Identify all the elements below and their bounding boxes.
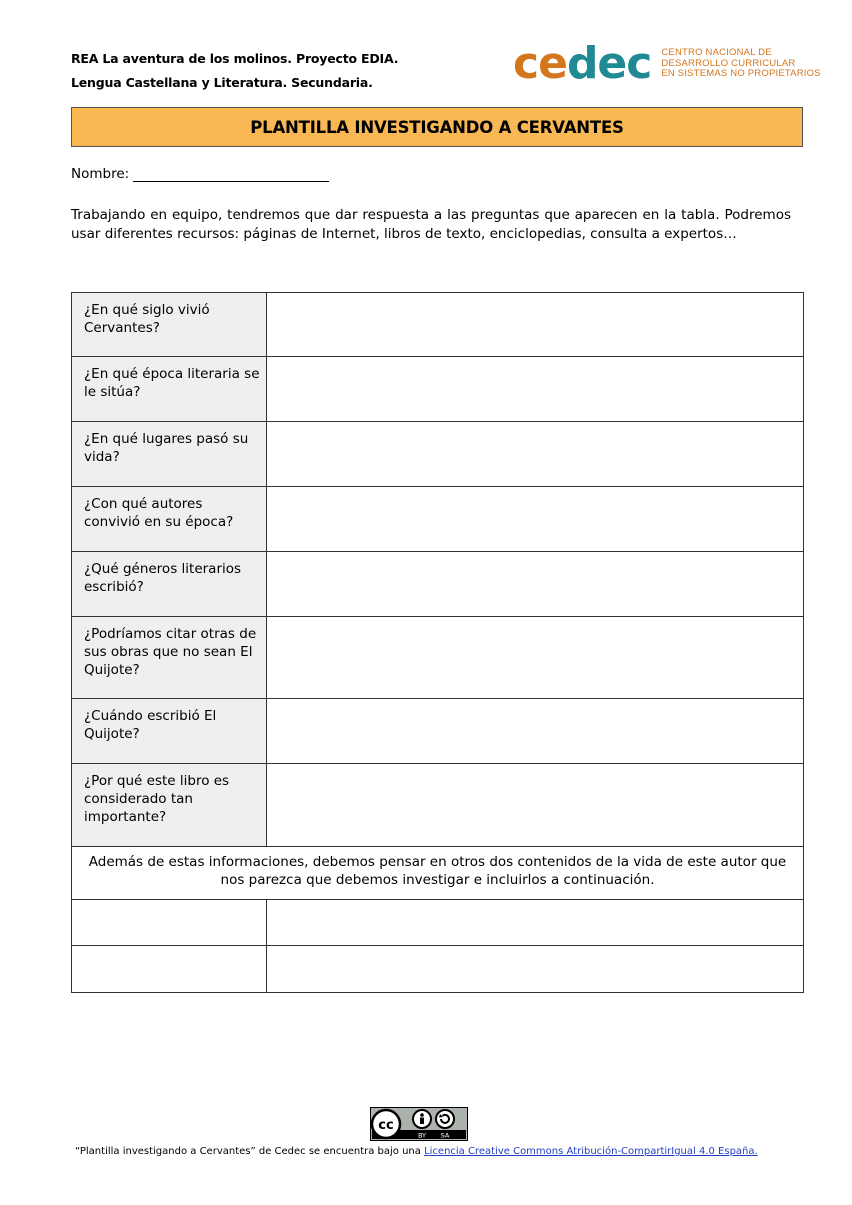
question-cell: ¿En qué lugares pasó su vida? bbox=[72, 422, 267, 487]
svg-text:SA: SA bbox=[440, 1131, 450, 1140]
subject-title: Lengua Castellana y Literatura. Secundaria. bbox=[71, 75, 373, 90]
question-cell: ¿Con qué autores convivió en su época? bbox=[72, 487, 267, 552]
document-header bbox=[71, 47, 398, 95]
logo-word-teal: dec bbox=[566, 38, 652, 89]
question-cell: ¿Podríamos citar otras de sus obras que no sean El Quijote? bbox=[72, 617, 267, 699]
name-label: Nombre: bbox=[71, 166, 130, 182]
extra-answer-cell[interactable] bbox=[267, 946, 804, 993]
intro-paragraph: Trabajando en equipo, tendremos que dar respuesta a las preguntas que aparecen en la tabla. Podremos usar diferentes recursos: páginas de Internet, libros de texto, enciclopedias, consulta a expertos… bbox=[71, 207, 791, 242]
license-text: “Plantilla investigando a Cervantes” de Cedec se encuentra bajo una bbox=[75, 1146, 425, 1157]
share-alike-icon bbox=[436, 1110, 454, 1128]
license-notice bbox=[75, 1146, 758, 1157]
questions-table bbox=[71, 292, 804, 993]
license-link[interactable]: Licencia Creative Commons Atribución-CompartirIgual 4.0 España. bbox=[424, 1146, 758, 1157]
project-title: REA La aventura de los molinos. Proyecto EDIA. bbox=[71, 51, 399, 66]
attribution-icon bbox=[413, 1110, 431, 1128]
page-title: PLANTILLA INVESTIGANDO A CERVANTES bbox=[71, 107, 803, 147]
answer-cell[interactable] bbox=[267, 617, 804, 699]
question-cell: ¿En qué época literaria se le sitúa? bbox=[72, 357, 267, 422]
table-row bbox=[72, 293, 804, 357]
answer-cell[interactable] bbox=[267, 422, 804, 487]
table-row bbox=[72, 487, 804, 552]
question-cell: ¿Cuándo escribió El Quijote? bbox=[72, 699, 267, 764]
table-row bbox=[72, 699, 804, 764]
name-blank-line[interactable] bbox=[133, 167, 329, 182]
logo-tagline: CENTRO NACIONAL DE DESARROLLO CURRICULAR EN SISTEMAS NO PROPIETARIOS bbox=[661, 47, 821, 80]
cc-by-sa-badge[interactable] bbox=[370, 1107, 468, 1141]
table-row bbox=[72, 764, 804, 847]
question-cell: ¿Qué géneros literarios escribió? bbox=[72, 552, 267, 617]
table-row bbox=[72, 422, 804, 487]
answer-cell[interactable] bbox=[267, 699, 804, 764]
table-row bbox=[72, 847, 804, 900]
additional-note-cell: Además de estas informaciones, debemos pensar en otros dos contenidos de la vida de este autor que nos parezca que debemos investigar e incluirlos a continuación. bbox=[72, 847, 804, 900]
table-row bbox=[72, 946, 804, 993]
cedec-logo bbox=[513, 38, 821, 89]
answer-cell[interactable] bbox=[267, 552, 804, 617]
answer-cell[interactable] bbox=[267, 293, 804, 357]
question-cell: ¿Por qué este libro es considerado tan importante? bbox=[72, 764, 267, 847]
table-row bbox=[72, 552, 804, 617]
answer-cell[interactable] bbox=[267, 357, 804, 422]
svg-text:BY: BY bbox=[417, 1131, 427, 1140]
extra-topic-cell[interactable] bbox=[72, 900, 267, 946]
table-row bbox=[72, 900, 804, 946]
table-row bbox=[72, 357, 804, 422]
question-cell: ¿En qué siglo vivió Cervantes? bbox=[72, 293, 267, 357]
logo-word-orange: ce bbox=[513, 38, 567, 89]
extra-topic-cell[interactable] bbox=[72, 946, 267, 993]
cc-icon bbox=[372, 1110, 400, 1138]
svg-text:cc: cc bbox=[378, 1118, 394, 1133]
table-row bbox=[72, 617, 804, 699]
extra-answer-cell[interactable] bbox=[267, 900, 804, 946]
answer-cell[interactable] bbox=[267, 487, 804, 552]
answer-cell[interactable] bbox=[267, 764, 804, 847]
name-field bbox=[71, 166, 329, 182]
